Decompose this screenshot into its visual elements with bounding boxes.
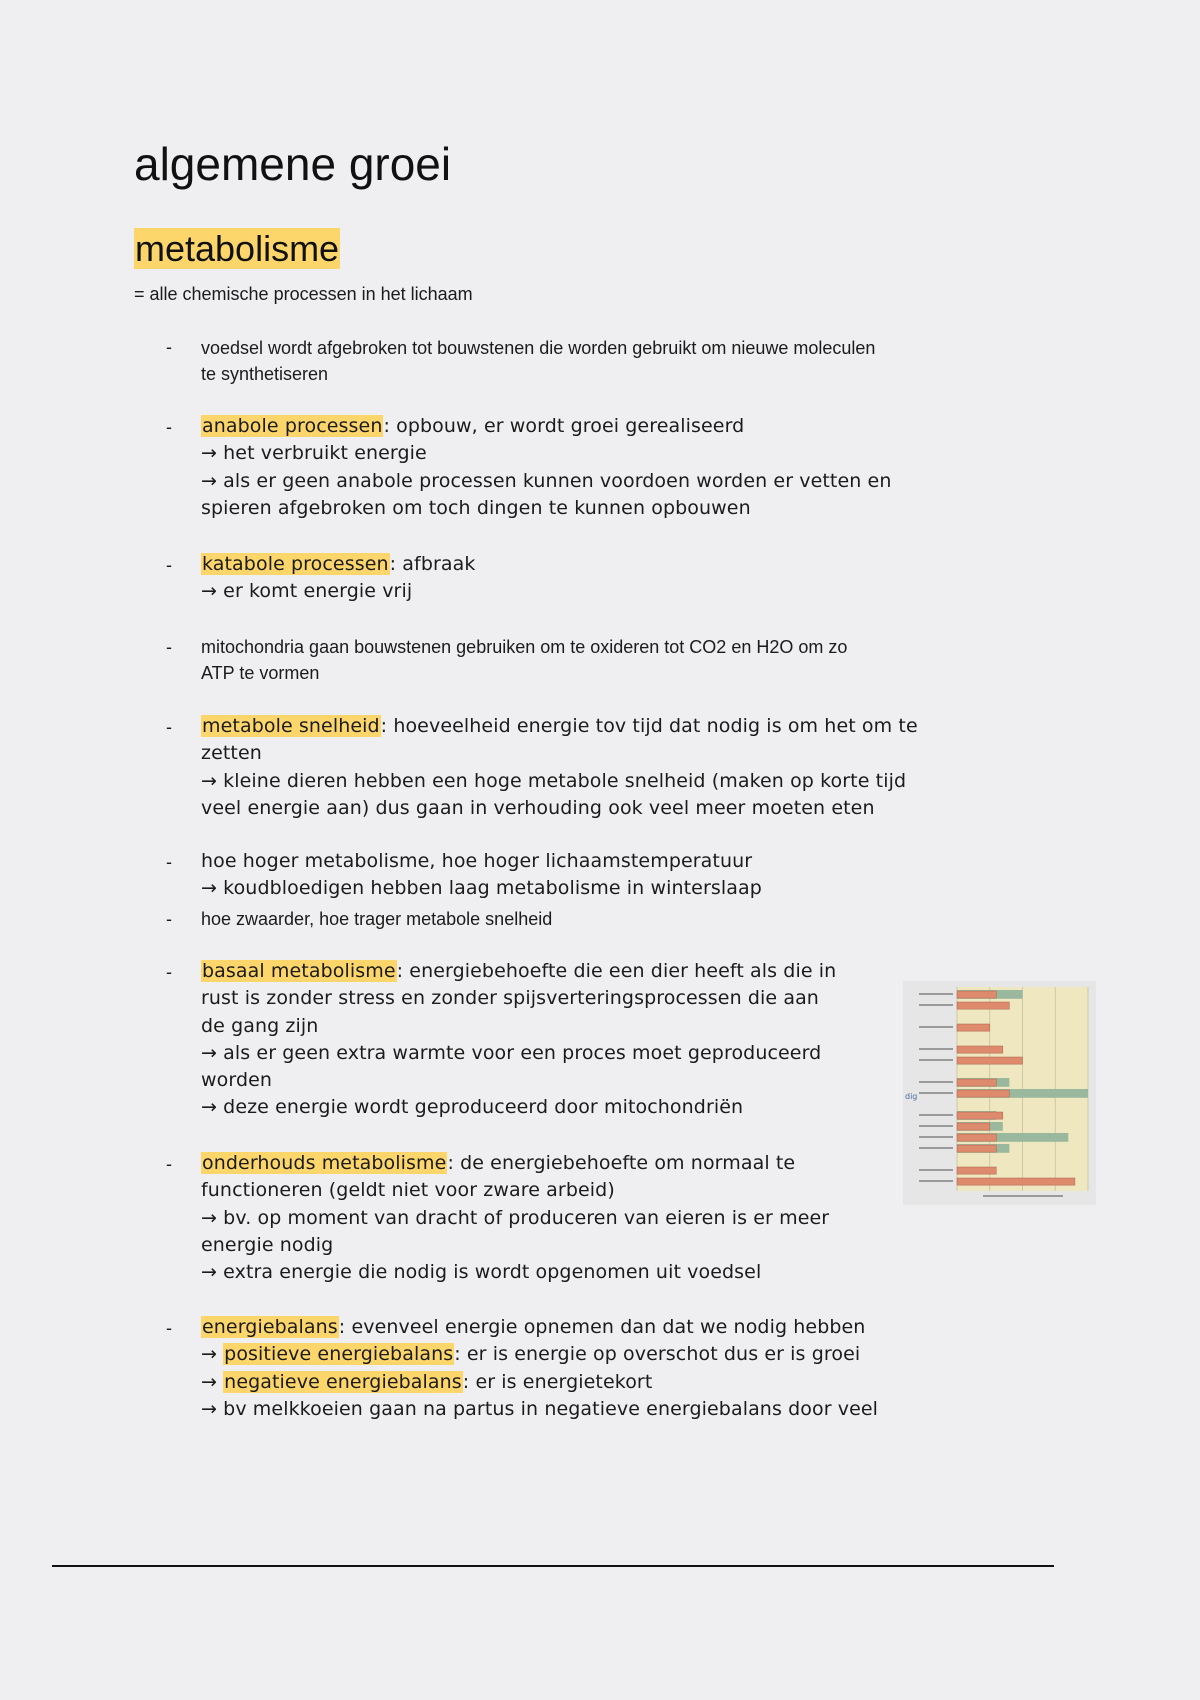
bar-red: [957, 1112, 1003, 1119]
bar-red: [957, 1079, 996, 1086]
bullet-text: [201, 713, 981, 822]
text-line: [201, 551, 981, 578]
term-highlight: katabole processen: [202, 553, 389, 575]
text-line: ATP te vormen: [201, 663, 320, 683]
text-line: te synthetiseren: [201, 364, 329, 384]
bullet-dash: -: [166, 717, 172, 737]
figure-label: dig: [905, 1092, 918, 1101]
term-description: : opbouw, er wordt groei gerealiseerd: [383, 415, 745, 437]
bullet-text: [201, 906, 981, 932]
text-line: functioneren (geldt niet voor zware arbeid): [201, 1179, 615, 1202]
bullet-text: [201, 335, 981, 387]
text-line: energie nodig: [201, 1233, 334, 1256]
text-line: → het verbruikt energie: [201, 442, 427, 465]
text-line: → extra energie die nodig is wordt opgenomen uit voedsel: [201, 1261, 762, 1284]
bullet-text: [201, 413, 981, 522]
text-line: hoe zwaarder, hoe trager metabole snelheid: [201, 909, 553, 929]
term-description: : er is energietekort: [462, 1370, 653, 1393]
row-label-mark: [919, 993, 953, 995]
bar-red: [957, 1057, 1023, 1064]
text-line: → als er geen extra warmte voor een proces moet geproduceerd: [201, 1041, 822, 1064]
bar-red: [957, 1024, 990, 1031]
row-label-mark: [919, 1169, 953, 1171]
section-definition: = alle chemische processen in het lichaam: [134, 284, 473, 304]
text-line: spieren afgebroken om toch dingen te kunnen opbouwen: [201, 496, 751, 519]
row-label-mark: [919, 1125, 953, 1127]
bar-red: [957, 1046, 1003, 1053]
row-label-mark: [919, 1136, 953, 1138]
text-line: [201, 713, 981, 740]
term-description: : afbraak: [389, 553, 476, 575]
term-highlight: positieve energiebalans: [224, 1343, 454, 1366]
bullet-dash: -: [166, 417, 172, 437]
bar-red: [957, 991, 996, 998]
bar-red: [957, 1167, 996, 1174]
row-label-mark: [919, 1114, 953, 1116]
text-line: → deze energie wordt geproduceerd door mitochondriën: [201, 1096, 744, 1119]
text-line: voedsel wordt afgebroken tot bouwstenen die worden gebruikt om nieuwe moleculen: [201, 338, 876, 358]
text-line: veel energie aan) dus gaan in verhouding ook veel meer moeten eten: [201, 796, 875, 819]
text-line: [201, 413, 981, 440]
bullet-text: [201, 848, 981, 903]
text-line: mitochondria gaan bouwstenen gebruiken om te oxideren tot CO2 en H2O om zo: [201, 637, 848, 657]
text-line: → bv. op moment van dracht of produceren van eieren is er meer: [201, 1206, 830, 1229]
bullet-dash: -: [166, 909, 172, 929]
bullet-dash: -: [166, 1154, 172, 1174]
text-line: [201, 1369, 981, 1396]
bullet-text: [201, 1314, 981, 1423]
row-label-mark: [919, 1081, 953, 1083]
bar-red: [957, 1090, 1009, 1097]
row-label-mark: [919, 1059, 953, 1061]
term-highlight: onderhouds metabolisme: [202, 1152, 447, 1174]
text-line: de gang zijn: [201, 1014, 319, 1037]
page-title: algemene groei: [134, 138, 452, 190]
page-bottom-rule: [52, 1565, 1054, 1567]
term-description: : hoeveelheid energie tov tijd dat nodig is om het om te: [380, 715, 918, 737]
term-description: : de energiebehoefte om normaal te: [447, 1152, 796, 1174]
bullet-text: [201, 1150, 981, 1286]
text-line: → als er geen anabole processen kunnen voordoen worden er vetten en: [201, 469, 892, 492]
bar-chart-image: [903, 981, 1096, 1205]
text-line: → er komt energie vrij: [201, 580, 413, 603]
text-line: worden: [201, 1069, 273, 1092]
bar-red: [957, 1145, 996, 1152]
bar-red: [957, 1002, 1009, 1009]
row-label-mark: [919, 1092, 953, 1094]
arrow-prefix: →: [201, 1343, 224, 1366]
section-heading: [134, 227, 340, 271]
bar-red: [957, 1123, 990, 1130]
term-highlight: basaal metabolisme: [202, 960, 396, 982]
row-label-mark: [919, 1026, 953, 1028]
bullet-text: [201, 958, 981, 1122]
text-line: zetten: [201, 742, 262, 765]
section-heading-highlight: metabolisme: [135, 228, 340, 269]
row-label-mark: [919, 1048, 953, 1050]
term-description: : energiebehoefte die een dier heeft als die in: [396, 960, 837, 982]
bullet-dash: -: [166, 962, 172, 982]
term-description: : er is energie op overschot dus er is groei: [454, 1343, 861, 1366]
bullet-text: [201, 551, 981, 606]
term-highlight: energiebalans: [202, 1316, 338, 1338]
text-line: [201, 1150, 981, 1177]
term-description: : evenveel energie opnemen dan dat we nodig hebben: [338, 1316, 866, 1338]
text-line: → koudbloedigen hebben laag metabolisme in winterslaap: [201, 877, 762, 900]
row-label-mark: [919, 1147, 953, 1149]
bullet-dash: -: [166, 1318, 172, 1338]
bullet-dash: -: [166, 637, 172, 657]
term-highlight: metabole snelheid: [202, 715, 380, 737]
term-highlight: anabole processen: [202, 415, 383, 437]
text-line: hoe hoger metabolisme, hoe hoger lichaamstemperatuur: [201, 850, 753, 872]
bullet-text: [201, 634, 981, 686]
bullet-dash: -: [166, 337, 172, 357]
bullet-dash: -: [166, 852, 172, 872]
row-label-mark: [919, 1180, 953, 1182]
bar-red: [957, 1178, 1075, 1185]
bar-chart-thumbnail: [903, 981, 1096, 1205]
text-line: [201, 1341, 981, 1368]
text-line: [201, 958, 981, 985]
text-line: → bv melkkoeien gaan na partus in negatieve energiebalans door veel: [201, 1397, 879, 1420]
row-label-mark: [919, 1004, 953, 1006]
bar-red: [957, 1134, 996, 1141]
text-line: [201, 1314, 981, 1341]
bullet-dash: -: [166, 555, 172, 575]
text-line: → kleine dieren hebben een hoge metabole snelheid (maken op korte tijd: [201, 769, 907, 792]
axis-label-mark: [983, 1195, 1063, 1197]
arrow-prefix: →: [201, 1370, 224, 1393]
text-line: rust is zonder stress en zonder spijsverteringsprocessen die aan: [201, 987, 819, 1010]
term-highlight: negatieve energiebalans: [224, 1370, 462, 1393]
